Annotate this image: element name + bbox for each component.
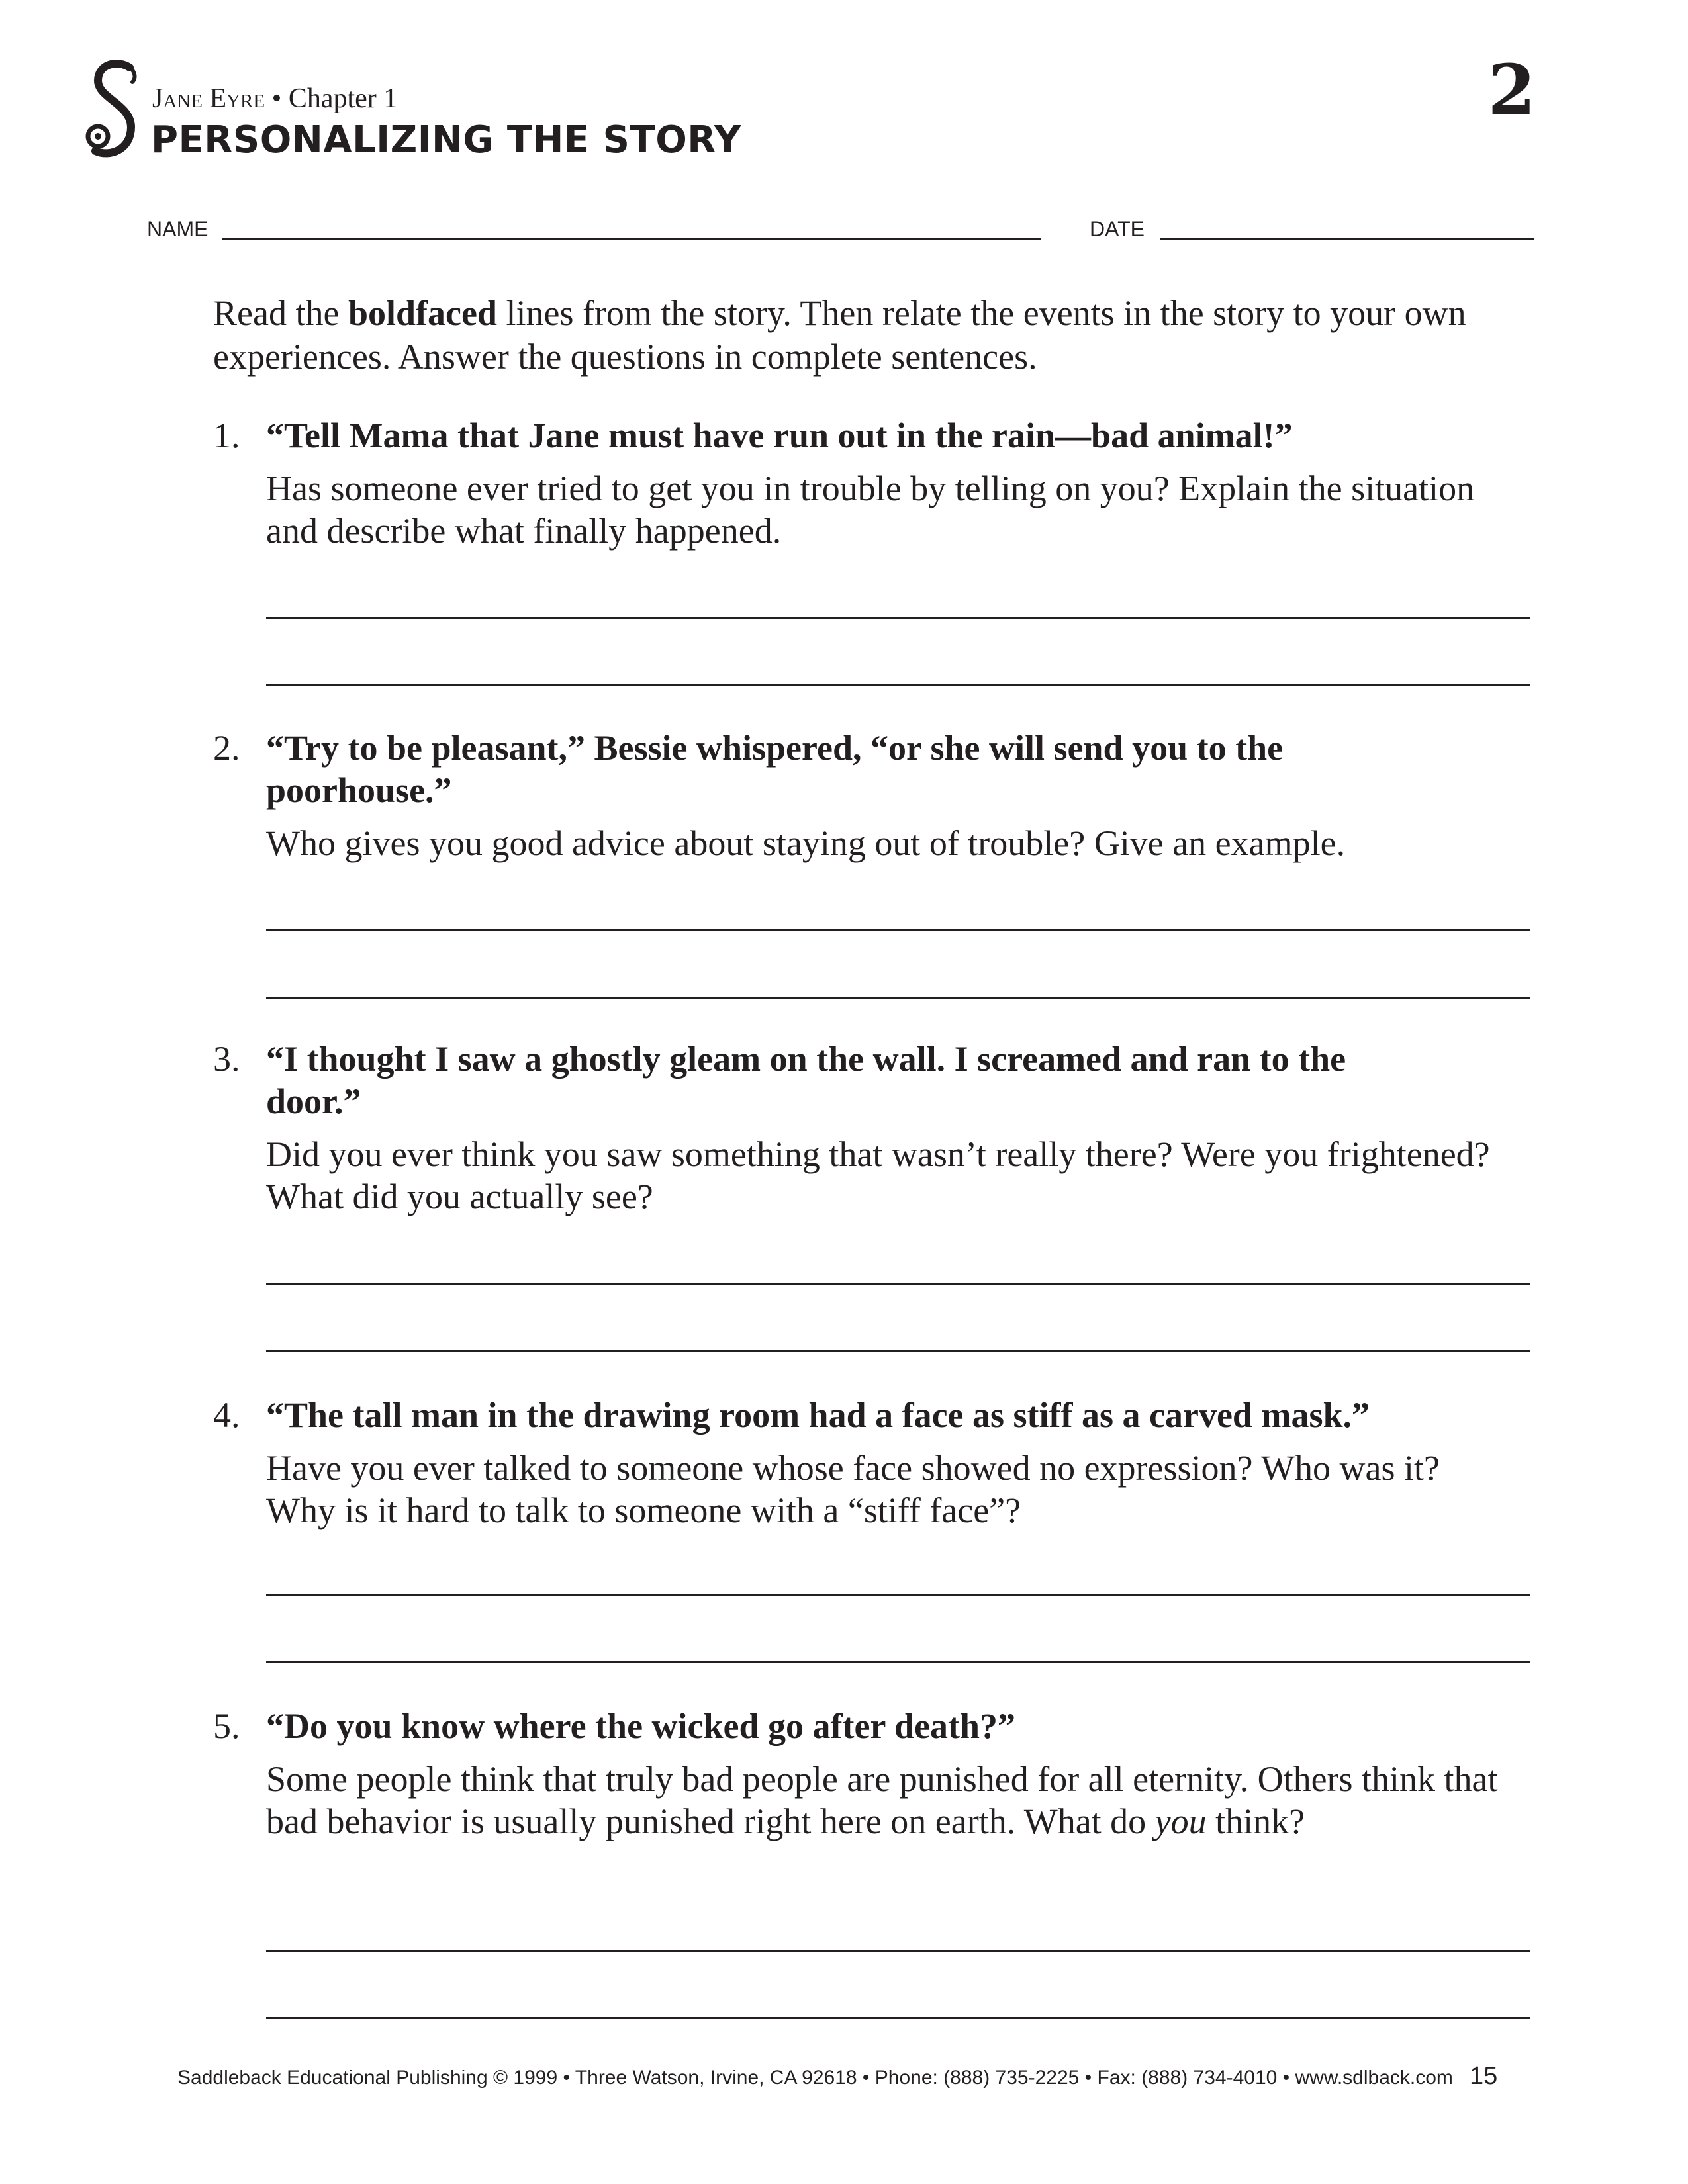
question-prompt: [266, 1758, 1511, 1843]
instructions-bold-word: boldfaced: [348, 293, 497, 333]
answer-line[interactable]: [266, 929, 1530, 931]
question-prompt: Did you ever think you saw something that wasn’t really there? Were you frightened? What did you actually see?: [266, 1134, 1490, 1216]
question-quote: “Tell Mama that Jane must have run out in the rain—bad animal!”: [266, 416, 1293, 455]
question-number: 5.: [213, 1706, 240, 1746]
question-number: 1.: [213, 416, 240, 455]
book-title: Jane Eyre: [152, 83, 265, 114]
question-quote: “I thought I saw a ghostly gleam on the wall. I screamed and ran to the door.”: [266, 1039, 1346, 1121]
question-quote: “Try to be pleasant,” Bessie whispered, “or she will send you to the poorhouse.”: [266, 728, 1284, 810]
question-5: [213, 1705, 1530, 1843]
question-prompt-text-end: think?: [1206, 1801, 1305, 1841]
question-number: 3.: [213, 1039, 240, 1079]
question-prompt: Have you ever talked to someone whose face showed no expression? Who was it? Why is it hard to talk to someone with a “stiff face”?: [266, 1448, 1440, 1530]
section-title: PERSONALIZING THE STORY: [151, 118, 741, 161]
name-field[interactable]: [222, 238, 1041, 240]
question-quote: “The tall man in the drawing room had a face as stiff as a carved mask.”: [266, 1395, 1370, 1435]
saddleback-s-logo-icon: [78, 58, 151, 164]
answer-line[interactable]: [266, 1950, 1530, 1952]
question-prompt: Has someone ever tried to get you in trouble by telling on you? Explain the situation and describe what finally happened.: [266, 469, 1475, 551]
chapter-label: Chapter 1: [288, 83, 398, 114]
answer-line[interactable]: [266, 1350, 1530, 1352]
answer-line[interactable]: [266, 1283, 1530, 1285]
answer-line[interactable]: [266, 684, 1530, 686]
name-label: NAME: [147, 217, 209, 241]
question-4: [213, 1394, 1530, 1531]
date-label: DATE: [1090, 217, 1145, 241]
answer-line[interactable]: [266, 2017, 1530, 2019]
question-prompt-italic: you: [1154, 1801, 1207, 1841]
question-prompt: Who gives you good advice about staying out of trouble? Give an example.: [266, 823, 1346, 863]
page-number: 15: [1470, 2062, 1498, 2090]
instructions-text: Read the: [213, 293, 348, 333]
date-field[interactable]: [1160, 238, 1534, 240]
question-2: [213, 727, 1530, 864]
answer-line[interactable]: [266, 997, 1530, 999]
question-prompt-text: Some people think that truly bad people are punished for all eternity. Others think that bad behavior is usually punished right here on earth. What do: [266, 1759, 1498, 1841]
question-number: 2.: [213, 728, 240, 768]
answer-line[interactable]: [266, 1594, 1530, 1596]
publisher-credit: Saddleback Educational Publishing © 1999 • Three Watson, Irvine, CA 92618 • Phone: (888) 735-2225 • Fax: (888) 734-4010 • www.sdlback.com: [177, 2067, 1453, 2089]
instructions-text-continued: lines from the story. Then relate the events in the story to your own experiences. Answer the questions in complete sentences.: [213, 293, 1466, 377]
answer-line[interactable]: [266, 617, 1530, 619]
question-quote: “Do you know where the wicked go after death?”: [266, 1706, 1015, 1746]
question-number: 4.: [213, 1395, 240, 1435]
lesson-number: 2: [1487, 49, 1536, 130]
book-chapter-line: [152, 85, 397, 113]
answer-line[interactable]: [266, 1661, 1530, 1663]
instructions: [213, 291, 1504, 379]
separator-dot: •: [271, 83, 282, 114]
question-1: [213, 414, 1530, 552]
question-3: [213, 1038, 1530, 1218]
